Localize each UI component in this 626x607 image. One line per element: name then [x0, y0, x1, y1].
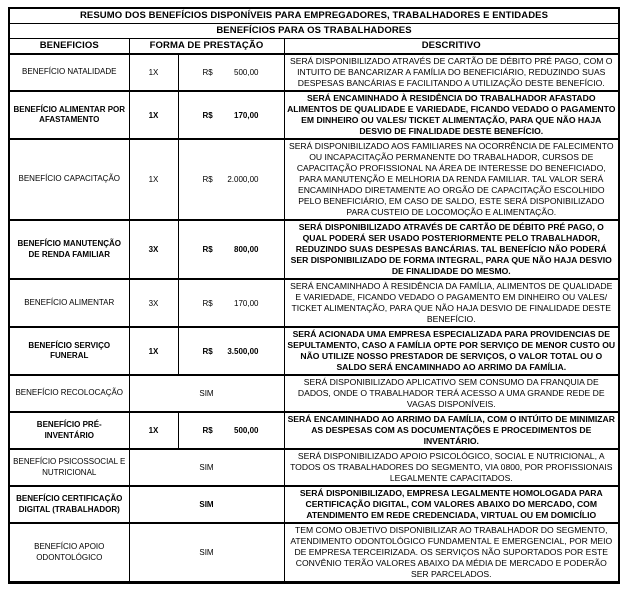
forma-sim-cell: SIM [129, 486, 284, 523]
table-row [9, 412, 619, 449]
column-header-beneficios: BENEFICIOS [9, 39, 129, 55]
table-title: RESUMO DOS BENEFÍCIOS DISPONÍVEIS PARA EMPREGADORES, TRABALHADORES E ENTIDADES [9, 8, 619, 24]
money-value [179, 347, 284, 356]
forma-sim-cell: SIM [129, 449, 284, 486]
forma-value-cell [178, 54, 284, 91]
table-row [9, 375, 619, 412]
forma-value-cell [178, 279, 284, 327]
table-row [9, 523, 619, 583]
benefit-description-cell: SERÁ ENCAMINHADO À RESIDÊNCIA DA FAMÍLIA, ALIMENTOS DE QUALIDADE E VARIEDADE, FICANDO VEDADO O PAGAMENTO EM DINHEIRO OU VALES/ TICKET ALIMENTAÇÃO, PARA QUE NÃO HAJA DESVIO DE FINALIDADE DESTE BENEFÍCIO. [284, 279, 619, 327]
forma-quantity-cell: 1X [129, 54, 178, 91]
currency-symbol: R$ [202, 298, 213, 308]
benefit-description-cell: SERÁ DISPONIBILIZADO ATRAVÉS DE CARTÃO DE DÉBITO PRÉ PAGO, O QUAL PODERÁ SER USADO POSTERIORMENTE PELO TRABALHADOR, REDUZINDO SUAS DESPESAS BANCÁRIAS. TAL BENEFÍCIO NÃO PODERÁ SER DISPONIBILIZADO DE FORMA INTEGRAL, PARA QUE NÃO HAJA DESVIO DE FINALIDADE DO MESMO. [284, 220, 619, 279]
forma-quantity-cell: 3X [129, 220, 178, 279]
benefit-name-cell: BENEFÍCIO RECOLOCAÇÃO [9, 375, 129, 412]
forma-value-cell [178, 220, 284, 279]
amount-value: 500,00 [234, 68, 259, 77]
currency-symbol: R$ [202, 245, 213, 254]
amount-value: 500,00 [234, 426, 259, 435]
forma-value-cell [178, 327, 284, 375]
money-value [179, 245, 284, 254]
currency-symbol: R$ [202, 110, 213, 120]
currency-symbol: R$ [202, 426, 213, 435]
benefit-description-cell: SERÁ DISPONIBILIZADO APOIO PSICOLÓGICO, SOCIAL E NUTRICIONAL, A TODOS OS TRABALHADORES DO SEGMENTO, VIA 0800, POR PROFISSIONAIS LEGALMENTE CAPACITADOS. [284, 449, 619, 486]
column-header-forma-de-prestacao: FORMA DE PRESTAÇÃO [129, 39, 284, 55]
table-row [9, 279, 619, 327]
forma-quantity-cell: 3X [129, 279, 178, 327]
benefit-description-cell: SERÁ ENCAMINHADO AO ARRIMO DA FAMÍLIA, COM O INTÚITO DE MINIMIZAR AS DESPESAS COM AS DOCUMENTAÇÕES E PROCEDIMENTOS DE INVENTÁRIO. [284, 412, 619, 449]
benefit-description-cell: SERÁ DISPONIBILIZADO AOS FAMILIARES NA OCORRÊNCIA DE FALECIMENTO OU INCAPACITAÇÃO PERMANENTE DO TRABALHADOR, CURSOS DE CAPACITAÇÃO PROFISSIONAL NA ÁREA DE INTERESSE DO BENEFICIADO, PARA MANUTENÇÃO E MELHORIA DA RENDA FAMILIAR. TAL VALOR SERÁ ENCAMINHADO DIRETAMENTE AO ORGÃO DE CAPACITAÇÃO ESCOLHIDO PELO BENEFICIÁRIO, EM CASO DE SALDO, ESTE SERÁ DISPONIBILIZADO PARA CUSTEIO DE LOCOMOÇÃO E ALIMENTAÇÃO. [284, 139, 619, 220]
forma-value-cell [178, 91, 284, 139]
benefit-name-cell: BENEFÍCIO SERVIÇO FUNERAL [9, 327, 129, 375]
amount-value: 2.000,00 [227, 175, 259, 184]
money-value [179, 175, 284, 184]
benefit-name-cell: BENEFÍCIO NATALIDADE [9, 54, 129, 91]
table-title-row [9, 8, 619, 24]
table-row [9, 486, 619, 523]
currency-symbol: R$ [202, 346, 213, 356]
benefit-description-cell: SERÁ DISPONIBILIZADO ATRAVÉS DE CARTÃO DE DÉBITO PRÉ PAGO, COM O INTUITO DE BANCARIZAR A FAMÍLIA DO BENEFICIÁRIO, REDUZINDO SUAS DESPESAS BANCÁRIAS E FACILITANDO A UTILIZAÇÃO DESTE BENEFÍCIO. [284, 54, 619, 91]
money-value [179, 426, 284, 435]
forma-quantity-cell: 1X [129, 91, 178, 139]
table-row [9, 220, 619, 279]
forma-quantity-cell: 1X [129, 327, 178, 375]
amount-value: 800,00 [234, 245, 259, 254]
amount-value: 3.500,00 [227, 346, 259, 356]
table-subtitle-row [9, 24, 619, 39]
benefit-description-cell: TEM COMO OBJETIVO DISPONIBILIZAR AO TRABALHADOR DO SEGMENTO, ATENDIMENTO ODONTOLÓGICO FUNDAMENTAL E EMERGENCIAL, POR MEIO DE EMPRESA TERCEIRIZADA. OS SERVIÇOS NÃO SUPORTADOS POR ESTE CONVÊNIO TERÃO VALORES ABAIXO DA MÉDIA DE MERCADO E PODERÃO SER PARCELADOS. [284, 523, 619, 583]
benefit-name-cell: BENEFÍCIO APOIO ODONTOLÓGICO [9, 523, 129, 583]
benefit-name-cell: BENEFÍCIO PSICOSSOCIAL E NUTRICIONAL [9, 449, 129, 486]
table-row [9, 327, 619, 375]
benefits-table [8, 7, 620, 584]
column-header-descritivo: DESCRITIVO [284, 39, 619, 55]
benefit-description-cell: SERÁ DISPONIBILIZADO, EMPRESA LEGALMENTE HOMOLOGADA PARA CERTIFICAÇÃO DIGITAL, COM VALORES ABAIXO DO MERCADO, COM ATENDIMENTO EM REDE CREDENCIADA, VIRTUAL OU EM DOMICÍLIO [284, 486, 619, 523]
currency-symbol: R$ [202, 175, 213, 184]
table-row [9, 54, 619, 91]
money-value [179, 68, 284, 77]
benefit-name-cell: BENEFÍCIO ALIMENTAR [9, 279, 129, 327]
forma-quantity-cell: 1X [129, 139, 178, 220]
table-subtitle: BENEFÍCIOS PARA OS TRABALHADORES [9, 24, 619, 39]
benefit-name-cell: BENEFÍCIO MANUTENÇÃO DE RENDA FAMILIAR [9, 220, 129, 279]
table-row [9, 449, 619, 486]
table-row [9, 91, 619, 139]
table-row [9, 139, 619, 220]
benefit-name-cell: BENEFÍCIO ALIMENTAR POR AFASTAMENTO [9, 91, 129, 139]
money-value [179, 111, 284, 120]
benefit-name-cell: BENEFÍCIO CAPACITAÇÃO [9, 139, 129, 220]
benefit-name-cell: BENEFÍCIO CERTIFICAÇÃO DIGITAL (TRABALHADOR) [9, 486, 129, 523]
money-value [179, 299, 284, 308]
forma-sim-cell: SIM [129, 523, 284, 583]
forma-sim-cell: SIM [129, 375, 284, 412]
amount-value: 170,00 [234, 110, 259, 120]
forma-value-cell [178, 412, 284, 449]
benefit-description-cell: SERÁ ENCAMINHADO À RESIDÊNCIA DO TRABALHADOR AFASTADO ALIMENTOS DE QUALIDADE E VARIEDADE, FICANDO VEDADO O PAGAMENTO EM DINHEIRO OU VALES/ TICKET ALIMENTAÇÃO, PARA QUE NÃO HAJA DESVIO DE FINALIDADE DESTE BENEFÍCIO. [284, 91, 619, 139]
forma-value-cell [178, 139, 284, 220]
benefit-description-cell: SERÁ DISPONIBILIZADO APLICATIVO SEM CONSUMO DA FRANQUIA DE DADOS, ONDE O TRABALHADOR TERÁ ACESSO A UMA GRANDE REDE DE VAGAS DISPONÍVEIS. [284, 375, 619, 412]
currency-symbol: R$ [202, 68, 213, 77]
forma-quantity-cell: 1X [129, 412, 178, 449]
benefit-name-cell: BENEFÍCIO PRÉ-INVENTÁRIO [9, 412, 129, 449]
amount-value: 170,00 [234, 298, 259, 308]
benefit-description-cell: SERÁ ACIONADA UMA EMPRESA ESPECIALIZADA PARA PROVIDENCIAS DE SEPULTAMENTO, CASO A FAMÍLIA OPTE POR SERVIÇO DE MENOR CUSTO OU NÃO UTILIZE NOSSO PRESTADOR DE SERVIÇOS, O VALOR TOTAL OU O SALDO SERÁ ENCAMINHADO AO ARRIMO DA FAMÍLIA. [284, 327, 619, 375]
column-header-row [9, 39, 619, 55]
